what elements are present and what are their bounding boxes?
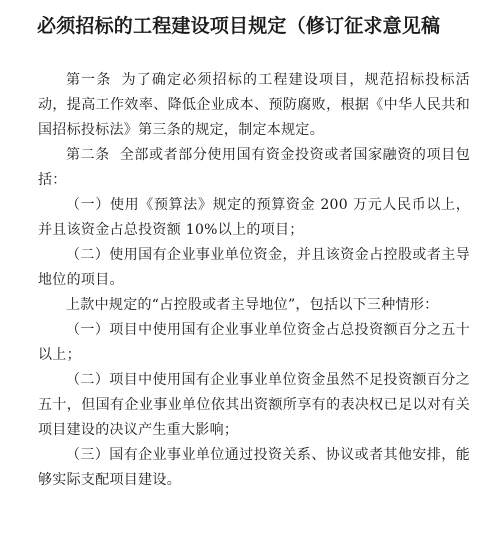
paragraph-text: （一）使用《预算法》规定的预算资金 200 万元人民币以上，并且该资金占总投资额 10%以上的项目； (38, 197, 470, 238)
paragraph-text: 为了确定必须招标的工程建设项目，规范招标投标活动，提高工作效率、降低企业成本、预防腐败，根据《中华人民共和国招标投标法》第三条的规定，制定本规定。 (38, 72, 470, 138)
paragraph-article-1 (38, 68, 470, 143)
paragraph-text: （二）使用国有企业事业单位资金，并且该资金占控股或者主导地位的项目。 (38, 247, 470, 288)
paragraph-text: （二）项目中使用国有企业事业单位资金虽然不足投资额百分之五十，但国有企业事业单位依其出资额所享有的表决权已足以对有关项目建设的决议产生重大影响； (38, 372, 470, 438)
document-body (38, 68, 470, 493)
paragraph-article-2 (38, 143, 470, 193)
paragraph-text: （一）项目中使用国有企业事业单位资金占总投资额百分之五十以上； (38, 322, 470, 363)
paragraph-item-1 (38, 193, 470, 243)
paragraph-case-3 (38, 443, 470, 493)
article-number: 第一条 (66, 72, 112, 88)
paragraph-item-2 (38, 243, 470, 293)
article-number: 第二条 (66, 147, 110, 163)
paragraph-case-1 (38, 318, 470, 368)
paragraph-text: （三）国有企业事业单位通过投资关系、协议或者其他安排，能够实际支配项目建设。 (38, 447, 470, 488)
paragraph-text: 上款中规定的“占控股或者主导地位”，包括以下三种情形： (66, 297, 439, 313)
paragraph-text: 全部或者部分使用国有资金投资或者国家融资的项目包括： (38, 147, 470, 188)
paragraph-case-2 (38, 368, 470, 443)
paragraph-clause-intro (38, 293, 470, 318)
document-title: 必须招标的工程建设项目规定（修订征求意见稿 (37, 15, 441, 37)
